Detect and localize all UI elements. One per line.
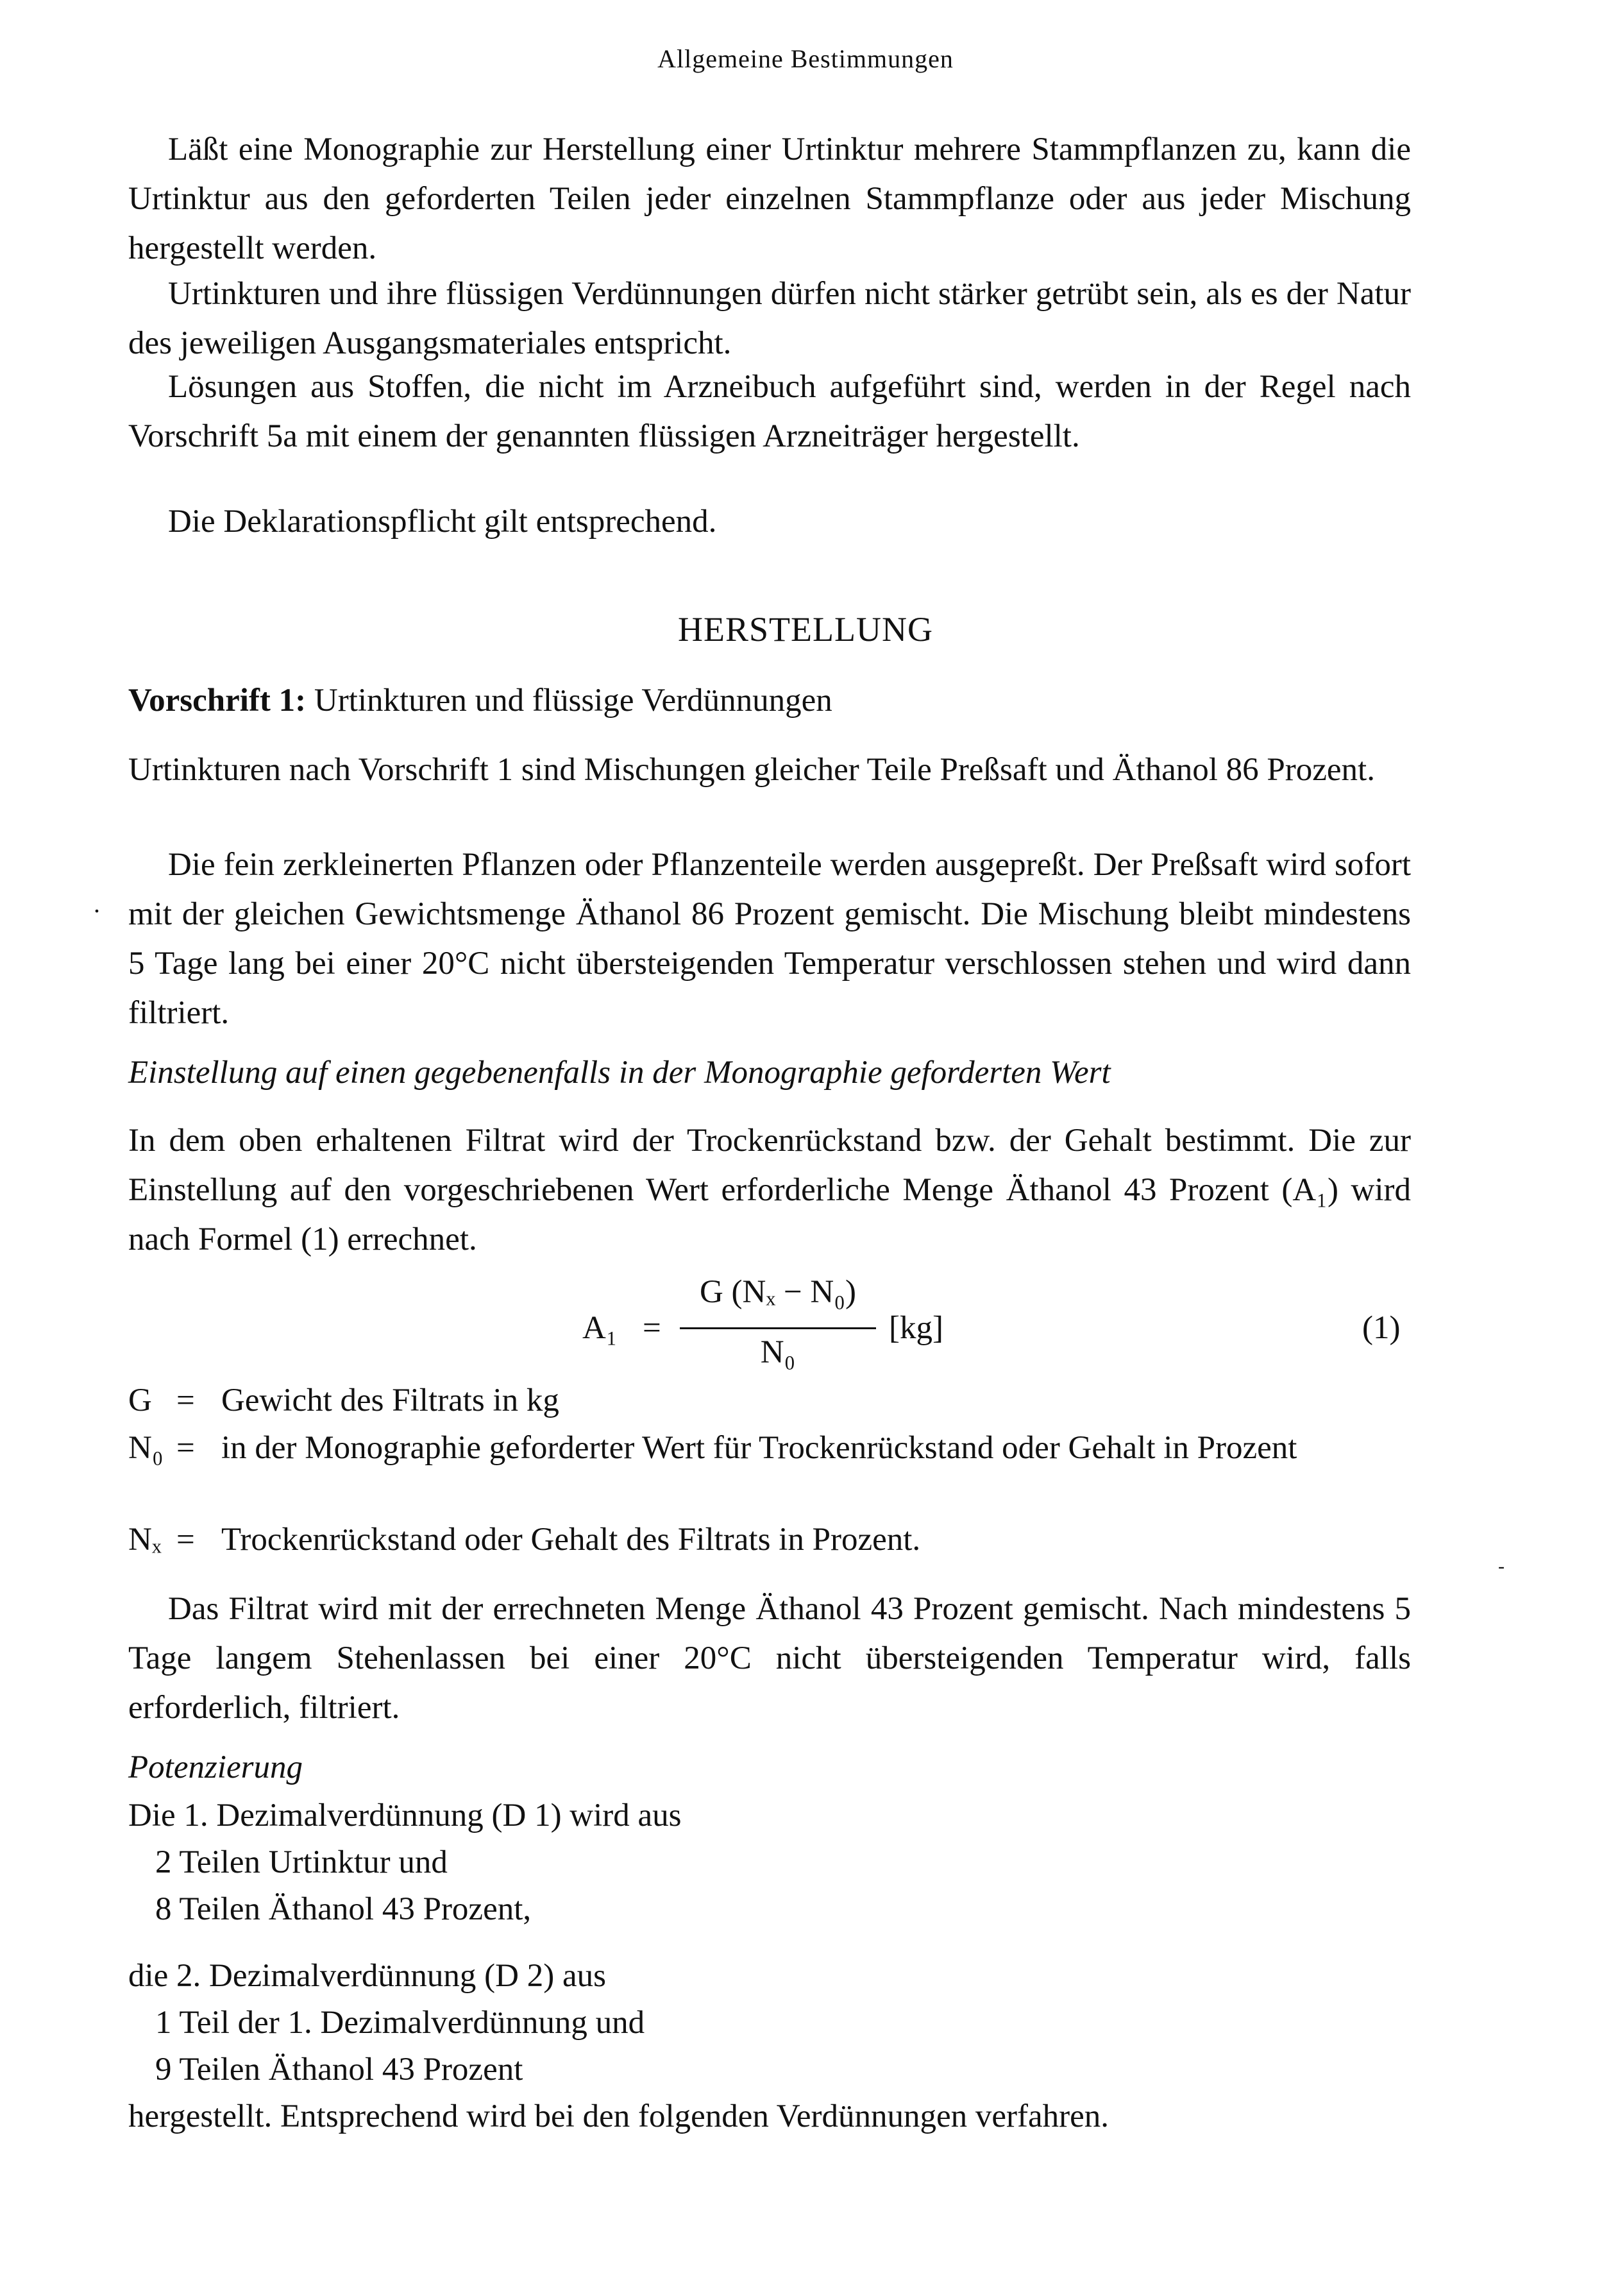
intro-paragraph-1: Läßt eine Monographie zur Herstellung einer Urtinktur mehrere Stammpflanzen zu, kann die Urtinktur aus den geforderten Teilen jeder einzelnen Stammpflanze oder aus jeder Mischung hergestellt werden.	[128, 132, 1411, 266]
intro-paragraph-4: Die Deklarationspflicht gilt entsprechend.	[168, 504, 717, 540]
definition-text: Gewicht des Filtrats in kg	[221, 1382, 559, 1418]
margin-dot: .	[94, 889, 100, 918]
potenzierung-line-7: hergestellt. Entsprechend wird bei den folgenden Verdünnungen verfahren.	[128, 2098, 1109, 2134]
rule-heading	[128, 678, 832, 723]
mixing-paragraph: Das Filtrat wird mit der errechneten Menge Äthanol 43 Prozent gemischt. Nach mindestens 5 Tage langem Stehenlassen bei einer 20°C nicht übersteigenden Temperatur wird, falls erforderlich, filtriert.	[128, 1591, 1411, 1726]
formula-unit: [kg]	[889, 1310, 943, 1346]
potenzierung-line-1: Die 1. Dezimalverdünnung (D 1) wird aus	[128, 1798, 682, 1833]
formula-number: (1)	[1362, 1310, 1401, 1346]
definition-symbol: Nₓ =	[128, 1522, 195, 1558]
margin-dash: -	[1498, 1556, 1505, 1577]
definition-text: in der Monographie geforderter Wert für Trockenrückstand oder Gehalt in Prozent	[221, 1430, 1297, 1466]
formula-denominator: N₀	[760, 1334, 796, 1370]
formula-1	[0, 1273, 1611, 1382]
intro-paragraph-3: Lösungen aus Stoffen, die nicht im Arzneibuch aufgeführt sind, werden in der Regel nach Vorschrift 5a mit einem der genannten flüssigen Arzneiträger hergestellt.	[128, 369, 1411, 454]
potenzierung-line-2: 2 Teilen Urtinktur und	[155, 1844, 448, 1880]
potenzierung-line-5: 1 Teil der 1. Dezimalverdünnung und	[155, 2005, 645, 2041]
formula-lhs: A₁	[582, 1310, 618, 1346]
running-head: Allgemeine Bestimmungen	[657, 44, 954, 73]
intro-paragraph-2: Urtinkturen und ihre flüssigen Verdünnungen dürfen nicht stärker getrübt sein, als es der Natur des jeweiligen Ausgangsmateriales entspricht.	[128, 276, 1411, 361]
body-paragraph-2: Die fein zerkleinerten Pflanzen oder Pflanzenteile werden ausgepreßt. Der Preßsaft wird sofort mit der gleichen Gewichtsmenge Äthanol 86 Prozent gemischt. Die Mischung bleibt mindestens 5 Tage lang bei einer 20°C nicht übersteigenden Temperatur verschlossen stehen und wird dann filtriert.	[128, 847, 1411, 1031]
formula-equals: =	[643, 1310, 661, 1346]
section-heading: HERSTELLUNG	[678, 610, 933, 649]
formula-numerator: G (Nₓ − N₀)	[699, 1274, 857, 1310]
potenzierung-line-4: die 2. Dezimalverdünnung (D 2) aus	[128, 1958, 606, 1994]
rule-label: Vorschrift 1:	[128, 683, 307, 719]
einstellung-paragraph: In dem oben erhaltenen Filtrat wird der Trockenrückstand bzw. der Gehalt bestimmt. Die zur Einstellung auf den vorgeschriebenen Wert erforderliche Menge Äthanol 43 Prozent (A₁) wird nach Formel (1) errechnet.	[128, 1123, 1411, 1257]
subheading-einstellung: Einstellung auf einen gegebenenfalls in der Monographie geforderten Wert	[128, 1055, 1111, 1091]
definition-text: Trockenrückstand oder Gehalt des Filtrats in Prozent.	[221, 1522, 921, 1558]
potenzierung-line-6: 9 Teilen Äthanol 43 Prozent	[155, 2052, 523, 2088]
body-paragraph-1: Urtinkturen nach Vorschrift 1 sind Mischungen gleicher Teile Preßsaft und Äthanol 86 Prozent.	[128, 752, 1375, 788]
subheading-potenzierung: Potenzierung	[128, 1749, 303, 1785]
rule-title: Urtinkturen und flüssige Verdünnungen	[314, 683, 832, 719]
fraction-bar	[680, 1327, 876, 1329]
potenzierung-line-3: 8 Teilen Äthanol 43 Prozent,	[155, 1891, 532, 1927]
definition-symbol: G =	[128, 1382, 195, 1418]
definition-symbol: N₀ =	[128, 1430, 195, 1466]
